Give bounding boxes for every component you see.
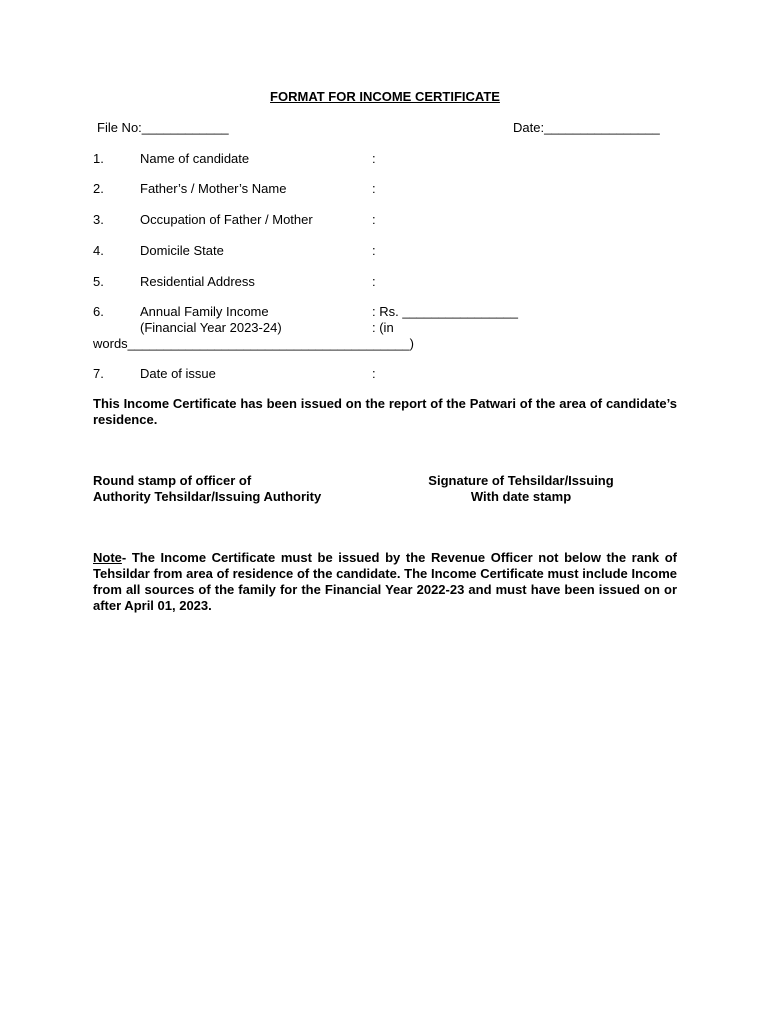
stamp-label-line2: Authority Tehsildar/Issuing Authority [93,489,322,504]
item-colon: : [372,274,376,289]
file-no-field: File No:____________ [97,120,229,135]
item-colon: : [372,212,376,227]
item-number: 7. [93,366,104,381]
item-colon: : [372,243,376,258]
item-label-financial-year: (Financial Year 2023-24) [140,320,282,335]
item-number: 3. [93,212,104,227]
stamp-label-line1: Round stamp of officer of [93,473,252,488]
note-paragraph [93,550,677,614]
income-in-words-prefix: : (in [372,320,394,335]
note-label: Note [93,550,122,565]
issued-statement: This Income Certificate has been issued on the report of the Patwari of the area of candidate’s residence. [93,396,677,427]
item-label-occupation: Occupation of Father / Mother [140,212,313,227]
income-words-field: words_______________________________________) [93,336,414,351]
signature-label-line1: Signature of Tehsildar/Issuing [428,473,614,488]
item-colon: : [372,181,376,196]
item-number: 1. [93,151,104,166]
item-colon: : [372,151,376,166]
item-number: 2. [93,181,104,196]
item-label-domicile-state: Domicile State [140,243,224,258]
note-text: - The Income Certificate must be issued by the Revenue Officer not below the rank of Tehsildar from area of residence of the candidate. The Income Certificate must include Income from all sources of the family for the Financial Year 2022-23 and must have been issued on or after April 01, 2023. [93,550,677,613]
date-field: Date:________________ [513,120,660,135]
item-number: 6. [93,304,104,319]
item-label-name-of-candidate: Name of candidate [140,151,250,166]
page-title: FORMAT FOR INCOME CERTIFICATE [270,89,500,104]
item-number: 4. [93,243,104,258]
signature-label-line2: With date stamp [470,489,572,504]
item-label-annual-income: Annual Family Income [140,304,269,319]
item-label-parent-name: Father’s / Mother’s Name [140,181,287,196]
item-label-date-of-issue: Date of issue [140,366,216,381]
item-number: 5. [93,274,104,289]
item-label-residential-address: Residential Address [140,274,255,289]
income-rs-field: : Rs. ________________ [372,304,519,319]
item-colon: : [372,366,376,381]
